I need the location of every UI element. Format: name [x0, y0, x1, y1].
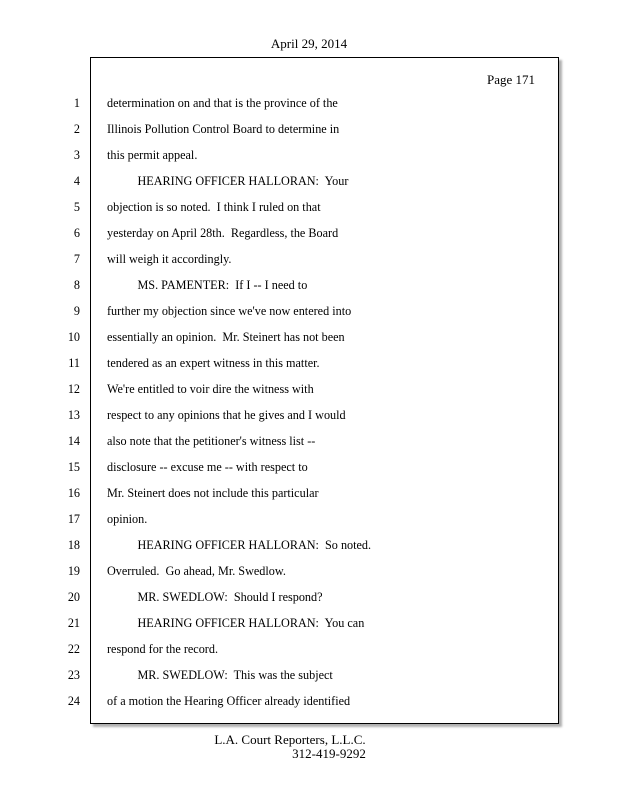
line-number: 18	[67, 538, 80, 552]
line-number: 19	[67, 564, 80, 578]
line-text: further my objection since we've now entered into	[107, 304, 352, 318]
line-number: 14	[67, 434, 80, 448]
transcript-line	[0, 558, 618, 584]
transcript-line	[0, 584, 618, 610]
line-text: HEARING OFFICER HALLORAN: You can	[107, 616, 365, 630]
transcript-line	[0, 90, 618, 116]
transcript-line	[0, 116, 618, 142]
line-text: yesterday on April 28th. Regardless, the Board	[107, 226, 339, 240]
transcript-line	[0, 220, 618, 246]
transcript-line	[0, 272, 618, 298]
transcript-line	[0, 402, 618, 428]
line-text: HEARING OFFICER HALLORAN: Your	[107, 174, 349, 188]
line-text: MS. PAMENTER: If I -- I need to	[107, 278, 308, 292]
line-text: Illinois Pollution Control Board to determine in	[107, 122, 340, 136]
line-number: 11	[68, 356, 80, 370]
transcript-line	[0, 168, 618, 194]
line-number: 12	[67, 382, 80, 396]
transcript-line	[0, 636, 618, 662]
transcript-line	[0, 428, 618, 454]
line-text: also note that the petitioner's witness list --	[107, 434, 316, 448]
line-text: opinion.	[107, 512, 148, 526]
page-number: Page 171	[486, 72, 535, 87]
transcript-line	[0, 142, 618, 168]
line-text: objection is so noted. I think I ruled on that	[107, 200, 321, 214]
transcript-lines	[0, 90, 618, 714]
transcript-line	[0, 324, 618, 350]
line-text: Mr. Steinert does not include this particular	[107, 486, 319, 500]
transcript-line	[0, 298, 618, 324]
line-number: 15	[67, 460, 80, 474]
line-text: HEARING OFFICER HALLORAN: So noted.	[107, 538, 372, 552]
transcript-line	[0, 662, 618, 688]
line-number: 4	[73, 174, 80, 188]
line-number: 10	[67, 330, 80, 344]
line-text: MR. SWEDLOW: This was the subject	[107, 668, 333, 682]
transcript-line	[0, 194, 618, 220]
line-number: 24	[67, 694, 80, 708]
line-number: 22	[67, 642, 80, 656]
transcript-date: April 29, 2014	[270, 36, 348, 51]
transcript-line	[0, 376, 618, 402]
court-reporter-name: L.A. Court Reporters, L.L.C.	[214, 732, 366, 747]
line-number: 3	[73, 148, 80, 162]
line-number: 2	[73, 122, 80, 136]
line-text: this permit appeal.	[107, 148, 198, 162]
line-number: 17	[67, 512, 80, 526]
transcript-line	[0, 532, 618, 558]
line-number: 8	[73, 278, 80, 292]
line-number: 21	[67, 616, 80, 630]
transcript-line	[0, 246, 618, 272]
line-text: respond for the record.	[107, 642, 218, 656]
transcript-line	[0, 480, 618, 506]
court-reporter-phone: 312-419-9292	[292, 746, 366, 761]
transcript-line	[0, 506, 618, 532]
line-text: disclosure -- excuse me -- with respect to	[107, 460, 308, 474]
transcript-line	[0, 688, 618, 714]
line-text: Overruled. Go ahead, Mr. Swedlow.	[107, 564, 286, 578]
line-text: MR. SWEDLOW: Should I respond?	[107, 590, 323, 604]
line-text: We're entitled to voir dire the witness with	[107, 382, 314, 396]
transcript-line	[0, 610, 618, 636]
line-number: 1	[73, 96, 80, 110]
line-text: respect to any opinions that he gives and I would	[107, 408, 346, 422]
line-text: of a motion the Hearing Officer already identified	[107, 694, 351, 708]
line-number: 5	[73, 200, 80, 214]
line-number: 7	[73, 252, 80, 266]
line-number: 6	[73, 226, 80, 240]
line-text: essentially an opinion. Mr. Steinert has not been	[107, 330, 345, 344]
line-text: determination on and that is the province of the	[107, 96, 338, 110]
line-number: 13	[67, 408, 80, 422]
line-number: 23	[67, 668, 80, 682]
line-number: 20	[67, 590, 80, 604]
line-text: will weigh it accordingly.	[107, 252, 232, 266]
line-number: 16	[67, 486, 80, 500]
line-text: tendered as an expert witness in this matter.	[107, 356, 320, 370]
transcript-line	[0, 350, 618, 376]
transcript-line	[0, 454, 618, 480]
line-number: 9	[73, 304, 80, 318]
